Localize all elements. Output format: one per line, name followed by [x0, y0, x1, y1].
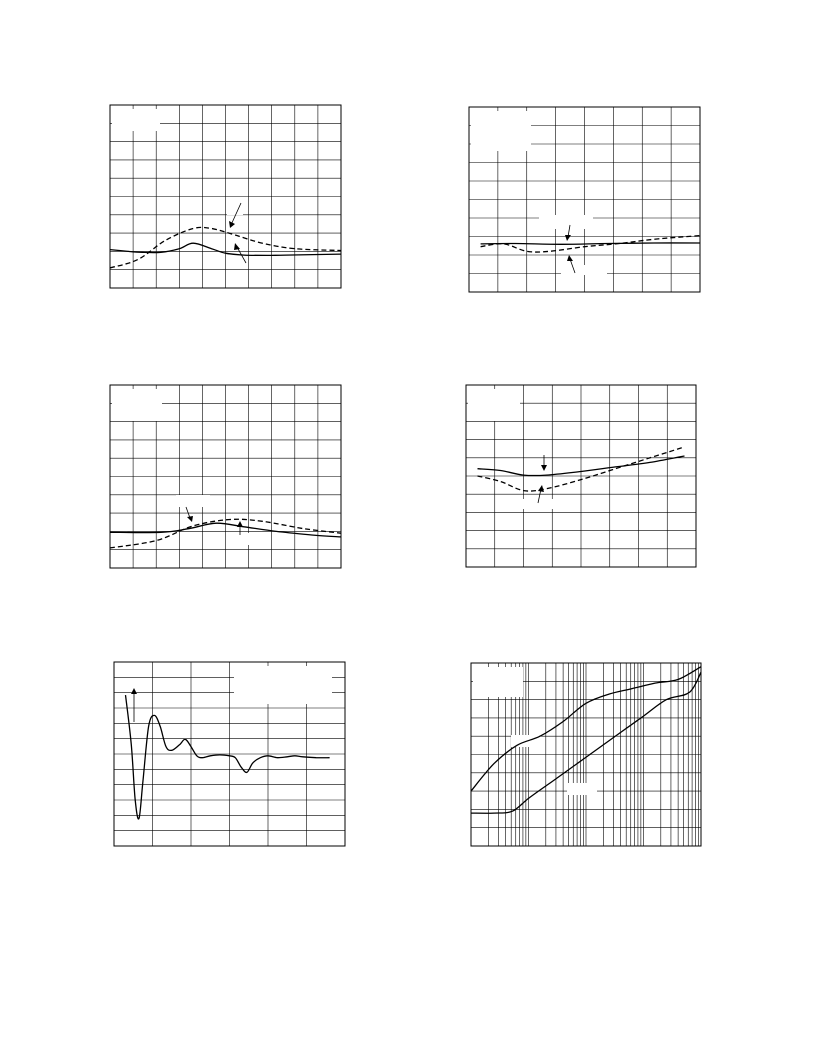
- label-area: [227, 199, 243, 215]
- label-area: [468, 389, 520, 421]
- chart-4: [466, 385, 697, 568]
- label-area: [473, 667, 523, 697]
- label-area: [234, 666, 332, 704]
- chart-5: [114, 662, 346, 847]
- chart-2: [469, 107, 701, 293]
- label-area: [511, 735, 539, 747]
- label-area: [112, 109, 160, 131]
- chart-1: [110, 105, 342, 289]
- chart-6: [471, 663, 702, 847]
- label-area: [176, 495, 210, 507]
- label-area: [567, 783, 597, 795]
- label-area: [516, 499, 572, 509]
- label-area: [112, 389, 162, 421]
- chart-3: [110, 385, 342, 569]
- label-area: [539, 215, 593, 229]
- label-area: [471, 111, 531, 151]
- label-area: [561, 265, 607, 275]
